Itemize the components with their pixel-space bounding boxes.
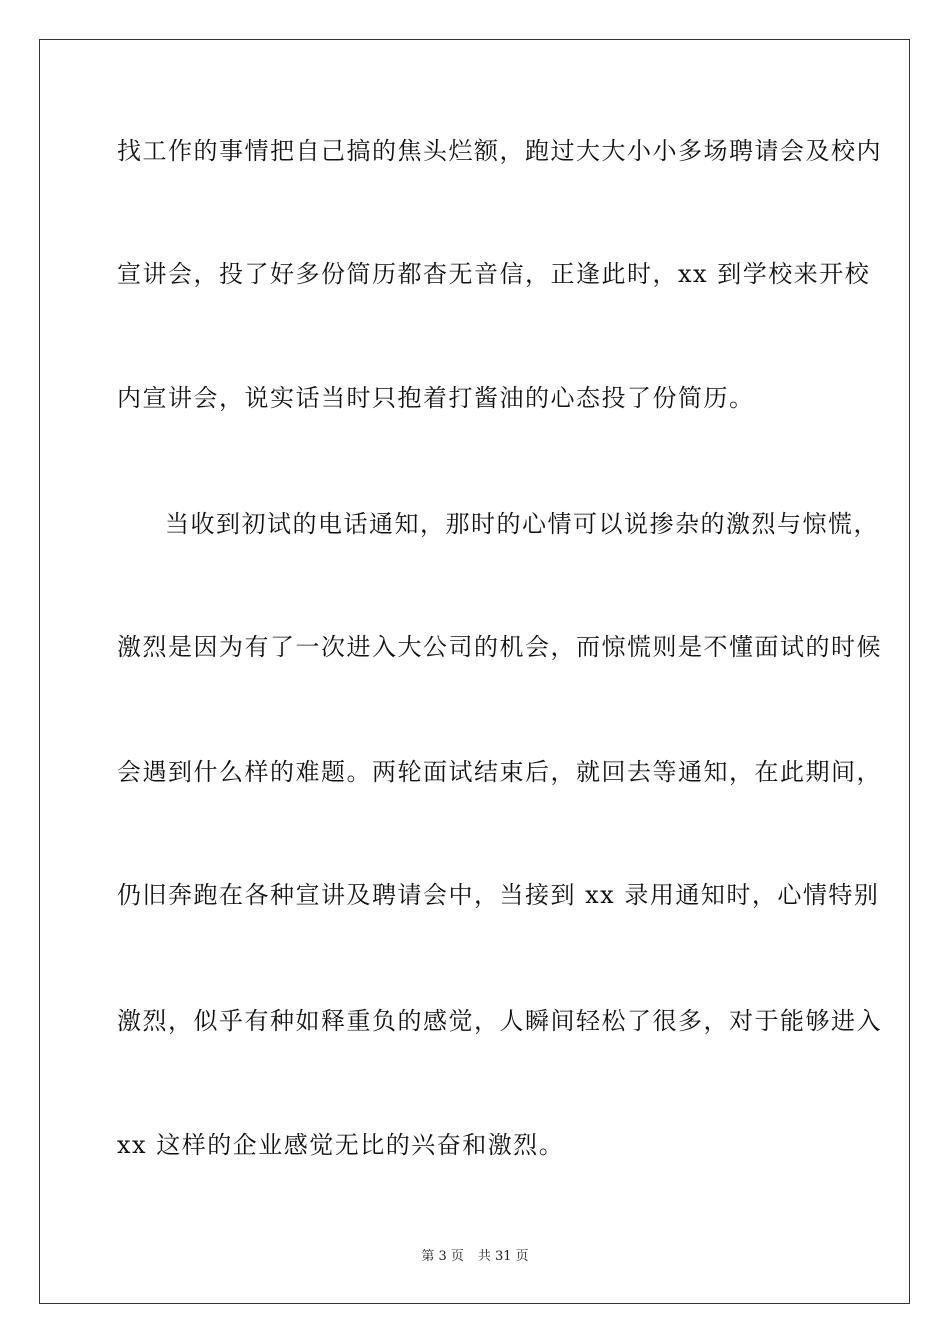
paragraph-line: 会遇到什么样的难题。两轮面试结束后，就回去等通知，在此期间， bbox=[117, 758, 882, 786]
paragraph-line: 仍旧奔跑在各种宣讲及聘请会中，当接到 xx 录用通知时，心情特别 bbox=[117, 881, 880, 909]
paragraph-line: 当收到初试的电话通知，那时的心情可以说掺杂的激烈与惊慌， bbox=[165, 510, 879, 538]
paragraph-line: 宣讲会，投了好多份简历都杳无音信，正逢此时，xx 到学校来开校 bbox=[117, 260, 871, 288]
paragraph-line: 激烈，似乎有种如释重负的感觉，人瞬间轻松了很多，对于能够进入 bbox=[117, 1007, 882, 1035]
page-footer bbox=[0, 1249, 950, 1265]
paragraph-line: xx 这样的企业感觉无比的兴奋和激烈。 bbox=[117, 1131, 565, 1159]
paragraph-line: 找工作的事情把自己搞的焦头烂额，跑过大大小小多场聘请会及校内 bbox=[117, 137, 882, 165]
page-number: 第 3 页 bbox=[421, 1249, 464, 1264]
paragraph-line: 内宣讲会，说实话当时只抱着打酱油的心态投了份简历。 bbox=[117, 384, 755, 412]
paragraph-line: 激烈是因为有了一次进入大公司的机会，而惊慌则是不懂面试的时候 bbox=[117, 633, 882, 661]
total-pages: 共 31 页 bbox=[477, 1249, 529, 1264]
page-frame bbox=[39, 39, 910, 1304]
